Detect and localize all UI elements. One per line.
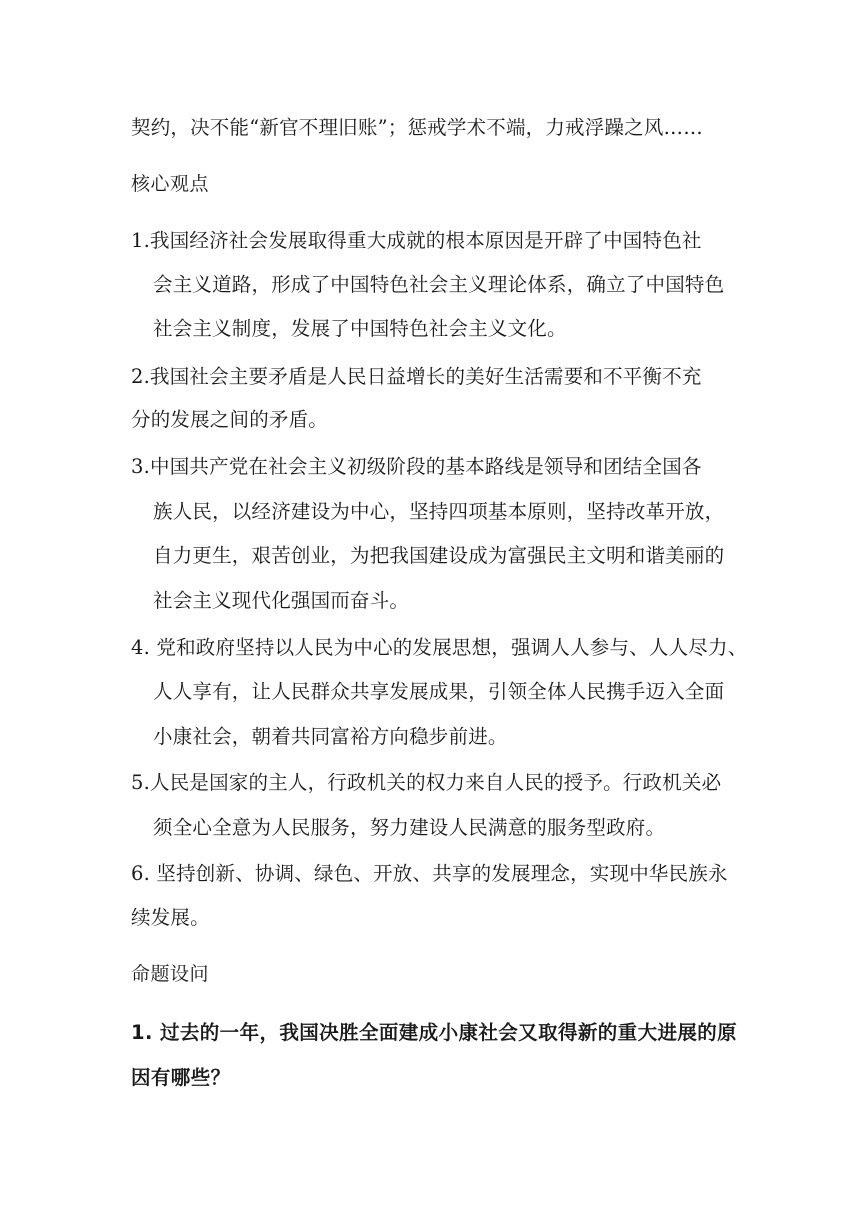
intro-line: 契约，决不能“新官不理旧账”；惩戒学术不端，力戒浮躁之风…… — [131, 116, 703, 139]
core-points-heading: 核心观点 — [131, 173, 210, 195]
point-6-line-1: 6. 坚持创新、协调、绿色、开放、共享的发展理念，实现中华民族永 — [131, 862, 728, 885]
point-2-line-2: 分的发展之间的矛盾。 — [131, 408, 329, 431]
point-3-line-4: 社会主义现代化强国而奋斗。 — [153, 589, 410, 612]
point-4-line-2: 人人享有，让人民群众共享发展成果，引领全体人民携手迈入全面 — [153, 680, 725, 703]
point-5-line-1: 5.人民是国家的主人，行政机关的权力来自人民的授予。行政机关必 — [131, 771, 722, 794]
point-3-line-1: 3.中国共产党在社会主义初级阶段的基本路线是领导和团结全国各 — [131, 455, 702, 478]
point-6-line-2: 续发展。 — [131, 906, 210, 929]
point-4-line-1: 4. 党和政府坚持以人民为中心的发展思想，强调人人参与、人人尽力、 — [131, 636, 748, 659]
question-1-line-2: 因有哪些？ — [131, 1066, 231, 1089]
question-heading: 命题设问 — [131, 963, 210, 985]
point-5-line-2: 须全心全意为人民服务，努力建设人民满意的服务型政府。 — [153, 816, 666, 839]
point-1-line-2: 会主义道路，形成了中国特色社会主义理论体系，确立了中国特色 — [153, 273, 725, 296]
point-4-line-3: 小康社会，朝着共同富裕方向稳步前进。 — [153, 725, 508, 748]
point-3-line-3: 自力更生，艰苦创业，为把我国建设成为富强民主文明和谐美丽的 — [153, 544, 725, 567]
point-2-line-1: 2.我国社会主要矛盾是人民日益增长的美好生活需要和不平衡不充 — [131, 365, 702, 388]
point-1-line-1: 1.我国经济社会发展取得重大成就的根本原因是开辟了中国特色社 — [131, 229, 702, 252]
point-1-line-3: 社会主义制度，发展了中国特色社会主义文化。 — [153, 317, 567, 340]
question-1-line-1: 1. 过去的一年，我国决胜全面建成小康社会又取得新的重大进展的原 — [131, 1021, 738, 1044]
point-3-line-2: 族人民，以经济建设为中心，坚持四项基本原则，坚持改革开放， — [153, 500, 725, 523]
